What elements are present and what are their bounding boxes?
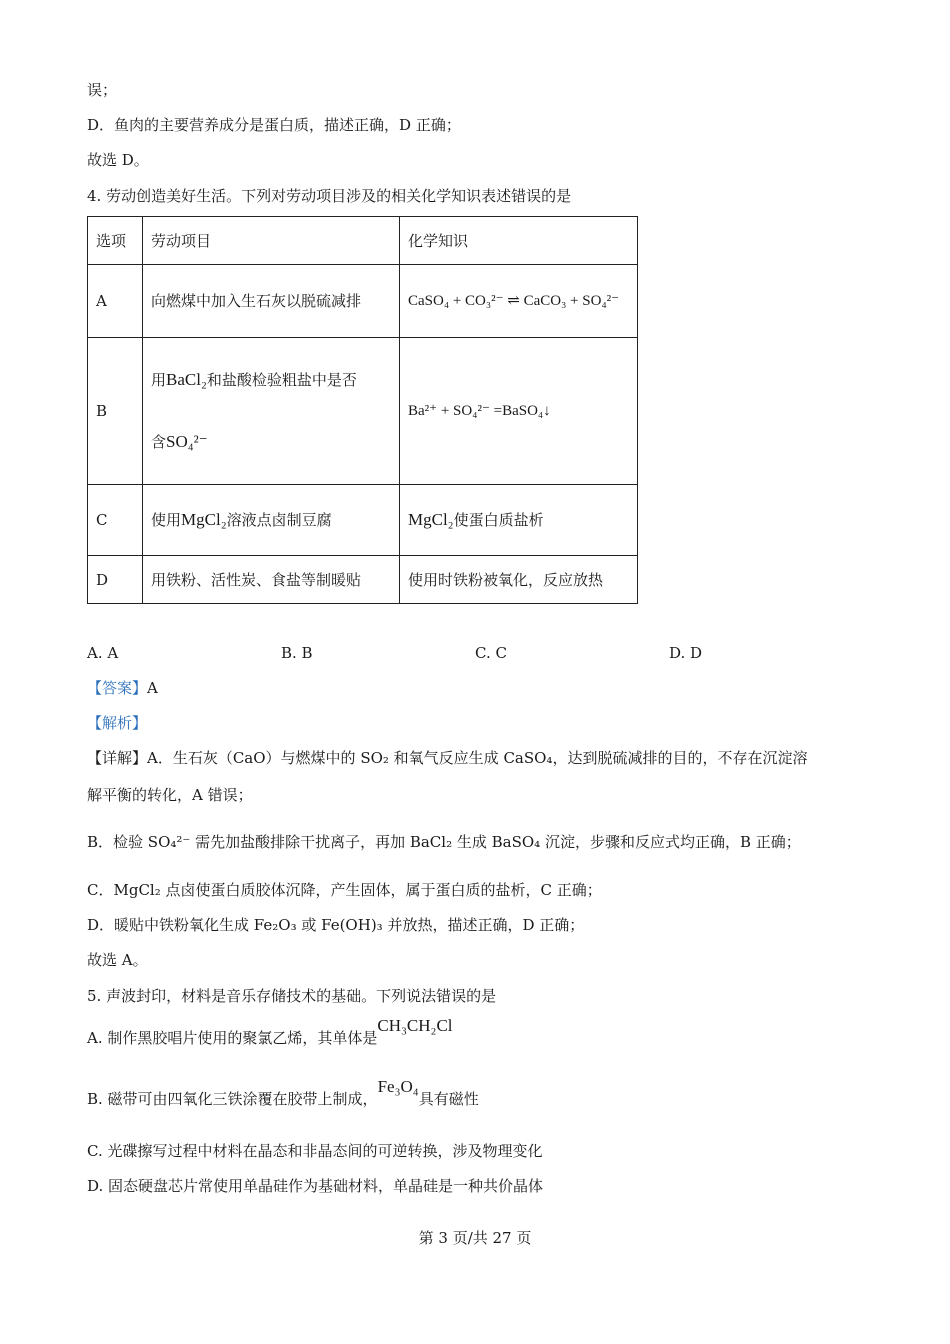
- analysis-label: 【解析】: [87, 714, 148, 732]
- choice-d: D. D: [669, 644, 703, 662]
- detail-line: D．暖贴中铁粉氧化生成 Fe₂O₃ 或 Fe(OH)₃ 并放热，描述正确，D 正确；: [87, 916, 585, 934]
- answer-label: 【答案】: [87, 679, 148, 697]
- detail-line: 【详解】A．生石灰（CaO）与燃煤中的 SO₂ 和氧气反应生成 CaSO₄，达到脱硫减排的目的，不存在沉淀溶: [87, 749, 808, 767]
- q5-option-d: D. 固态硬盘芯片常使用单晶硅作为基础材料，单晶硅是一种共价晶体: [87, 1177, 544, 1195]
- q5-option-b: B. 磁带可由四氧化三铁涂覆在胶带上制成，Fe₃O₄具有磁性: [87, 1077, 479, 1108]
- answer-value: A: [147, 679, 158, 697]
- row-knowledge: MgCl₂使蛋白质盐析: [400, 485, 638, 556]
- detail-line: B．检验 SO₄²⁻ 需先加盐酸排除干扰离子，再加 BaCl₂ 生成 BaSO₄ 沉淀，步骤和反应式均正确，B 正确；: [87, 833, 801, 851]
- detail-line: 解平衡的转化，A 错误；: [87, 786, 253, 804]
- choice-c: C. C: [475, 644, 507, 662]
- table-row: [88, 265, 638, 338]
- table-header-row: [88, 217, 638, 265]
- choice-b: B. B: [281, 644, 313, 662]
- row-option: B: [88, 338, 143, 485]
- detail-line: 故选 A。: [87, 951, 148, 969]
- formula-bacl2: BaCl₂: [166, 370, 207, 389]
- page-footer: 第 3 页/共 27 页: [418, 1229, 532, 1247]
- row-option: D: [88, 556, 143, 604]
- row-project: 用BaCl₂和盐酸检验粗盐中是否 含SO₄²⁻: [143, 338, 400, 485]
- q5-option-a: A. 制作黑胶唱片使用的聚氯乙烯，其单体是CH₃CH₂Cl: [87, 1016, 453, 1047]
- header-knowledge: 化学知识: [400, 217, 638, 265]
- header-project: 劳动项目: [143, 217, 400, 265]
- q5-stem: 5. 声波封印，材料是音乐存储技术的基础。下列说法错误的是: [87, 987, 497, 1005]
- formula-ch3ch2cl: CH₃CH₂Cl: [377, 1016, 453, 1035]
- formula-sulfate: SO₄²⁻: [166, 432, 208, 451]
- row-project: 使用MgCl₂溶液点卤制豆腐: [143, 485, 400, 556]
- row-project: 向燃煤中加入生石灰以脱硫减排: [143, 265, 400, 338]
- q4-stem: 4. 劳动创造美好生活。下列对劳动项目涉及的相关化学知识表述错误的是: [87, 187, 572, 205]
- row-knowledge: CaSO₄ + CO₃²⁻ ⇌ CaCO₃ + SO₄²⁻: [400, 265, 638, 338]
- q3-text-line1: 误；: [87, 81, 118, 99]
- table-row: [88, 338, 638, 485]
- row-knowledge: Ba²⁺ + SO₄²⁻ =BaSO₄↓: [400, 338, 638, 485]
- row-knowledge: 使用时铁粉被氧化，反应放热: [400, 556, 638, 604]
- detail-line: C．MgCl₂ 点卤使蛋白质胶体沉降，产生固体，属于蛋白质的盐析，C 正确；: [87, 881, 602, 899]
- table-row: [88, 485, 638, 556]
- formula-fe3o4: Fe₃O₄: [377, 1077, 419, 1096]
- row-option: A: [88, 265, 143, 338]
- formula-mgcl2: MgCl₂: [408, 510, 454, 529]
- q3-option-d-explanation: D．鱼肉的主要营养成分是蛋白质，描述正确，D 正确；: [87, 116, 461, 134]
- formula-mgcl2: MgCl₂: [181, 510, 227, 529]
- q5-option-c: C. 光碟擦写过程中材料在晶态和非晶态间的可逆转换，涉及物理变化: [87, 1142, 543, 1160]
- row-option: C: [88, 485, 143, 556]
- choice-a: A. A: [87, 644, 119, 662]
- table-row: [88, 556, 638, 604]
- answer-line: [87, 678, 158, 698]
- q4-table: [87, 216, 638, 604]
- header-option: 选项: [88, 217, 143, 265]
- row-project: 用铁粉、活性炭、食盐等制暖贴: [143, 556, 400, 604]
- q3-conclusion: 故选 D。: [87, 151, 149, 169]
